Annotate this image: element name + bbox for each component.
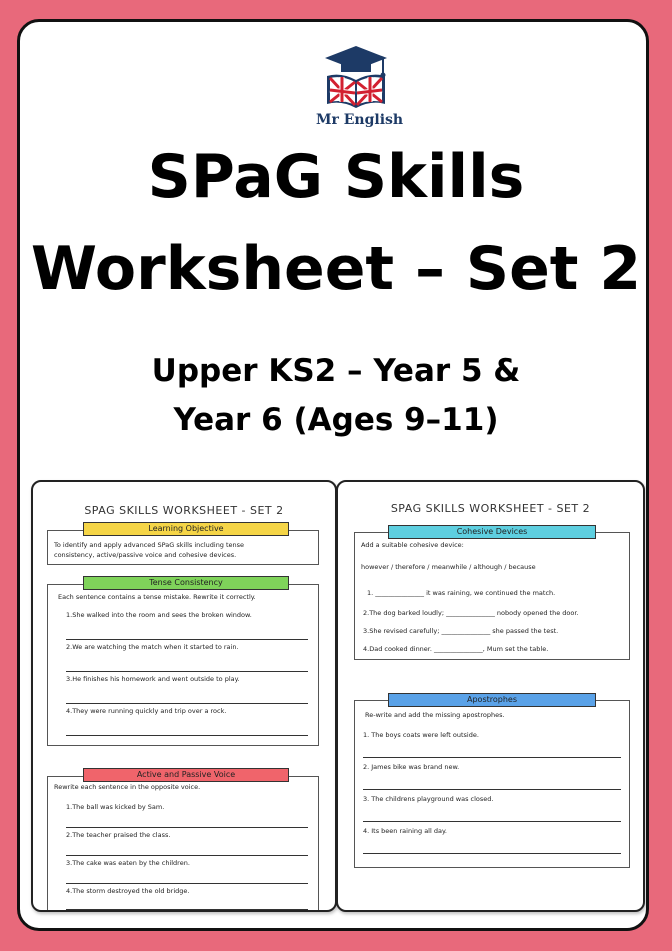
apostrophes-instruction: Re-write and add the missing apostrophes. [365, 711, 505, 719]
tense-consistency-box [47, 584, 319, 746]
apostrophes-heading: Apostrophes [388, 693, 596, 707]
apostrophes-item-2: 2. James bike was brand new. [363, 763, 460, 771]
cohesive-item-4: 4.Dad cooked dinner. _______________, Mum set the table. [363, 645, 549, 653]
tense-instruction: Each sentence contains a tense mistake. Rewrite it correctly. [58, 593, 256, 601]
cohesive-item-3: 3.She revised carefully; _______________ she passed the test. [363, 627, 559, 635]
active-passive-box [47, 776, 319, 912]
cohesive-options: however / therefore / meanwhile / although / because [361, 563, 536, 571]
brand-logo [316, 44, 404, 142]
active-passive-item-1: 1.The ball was kicked by Sam. [66, 803, 165, 811]
subtitle-line1: Upper KS2 – Year 5 & [151, 353, 521, 389]
tense-item-3: 3.He finishes his homework and went outside to play. [66, 675, 240, 683]
apostrophes-item-1: 1. The boys coats were left outside. [363, 731, 479, 739]
objective-text-2: consistency, active/passive voice and cohesive devices. [54, 551, 237, 559]
answer-line [66, 735, 308, 736]
cohesive-devices-box [354, 532, 630, 660]
cohesive-instruction: Add a suitable cohesive device: [361, 541, 464, 549]
worksheet-preview-right [336, 480, 645, 912]
active-passive-item-3: 3.The cake was eaten by the children. [66, 859, 190, 867]
apostrophes-box [354, 700, 630, 868]
apostrophes-item-3: 3. The childrens playground was closed. [363, 795, 494, 803]
sheet-title: SPAG SKILLS WORKSHEET - SET 2 [390, 502, 591, 515]
answer-line [363, 821, 621, 822]
apostrophes-item-4: 4. Its been raining all day. [363, 827, 447, 835]
page-title-line2: Worksheet – Set 2 [30, 234, 642, 304]
answer-line [66, 909, 308, 910]
brand-name: Mr English [316, 112, 404, 128]
cohesive-item-2: 2.The dog barked loudly; _______________ nobody opened the door. [363, 609, 579, 617]
answer-line [363, 853, 621, 854]
tense-consistency-heading: Tense Consistency [83, 576, 289, 590]
active-passive-instruction: Rewrite each sentence in the opposite voice. [54, 783, 201, 791]
answer-line [66, 639, 308, 640]
answer-line [66, 703, 308, 704]
objective-text-1: To identify and apply advanced SPaG skills including tense [54, 541, 245, 549]
active-passive-heading: Active and Passive Voice [83, 768, 289, 782]
answer-line [363, 789, 621, 790]
graduation-cap-book-icon [321, 44, 391, 110]
answer-line [363, 757, 621, 758]
tense-item-1: 1.She walked into the room and sees the broken window. [66, 611, 252, 619]
subtitle-line2: Year 6 (Ages 9–11) [173, 402, 499, 438]
active-passive-item-4: 4.The storm destroyed the old bridge. [66, 887, 190, 895]
answer-line [66, 883, 308, 884]
page-title-line1: SPaG Skills [147, 142, 525, 212]
tense-item-4: 4.They were running quickly and trip over a rock. [66, 707, 227, 715]
learning-objective-heading: Learning Objective [83, 522, 289, 536]
cover-card [17, 19, 649, 931]
answer-line [66, 671, 308, 672]
cohesive-item-1: 1. _______________ it was raining, we continued the match. [367, 589, 556, 597]
answer-line [66, 855, 308, 856]
tense-item-2: 2.We are watching the match when it started to rain. [66, 643, 239, 651]
active-passive-item-2: 2.The teacher praised the class. [66, 831, 171, 839]
sheet-title: SPAG SKILLS WORKSHEET - SET 2 [84, 504, 284, 517]
answer-line [66, 827, 308, 828]
worksheet-preview-left [31, 480, 337, 912]
cohesive-devices-heading: Cohesive Devices [388, 525, 596, 539]
